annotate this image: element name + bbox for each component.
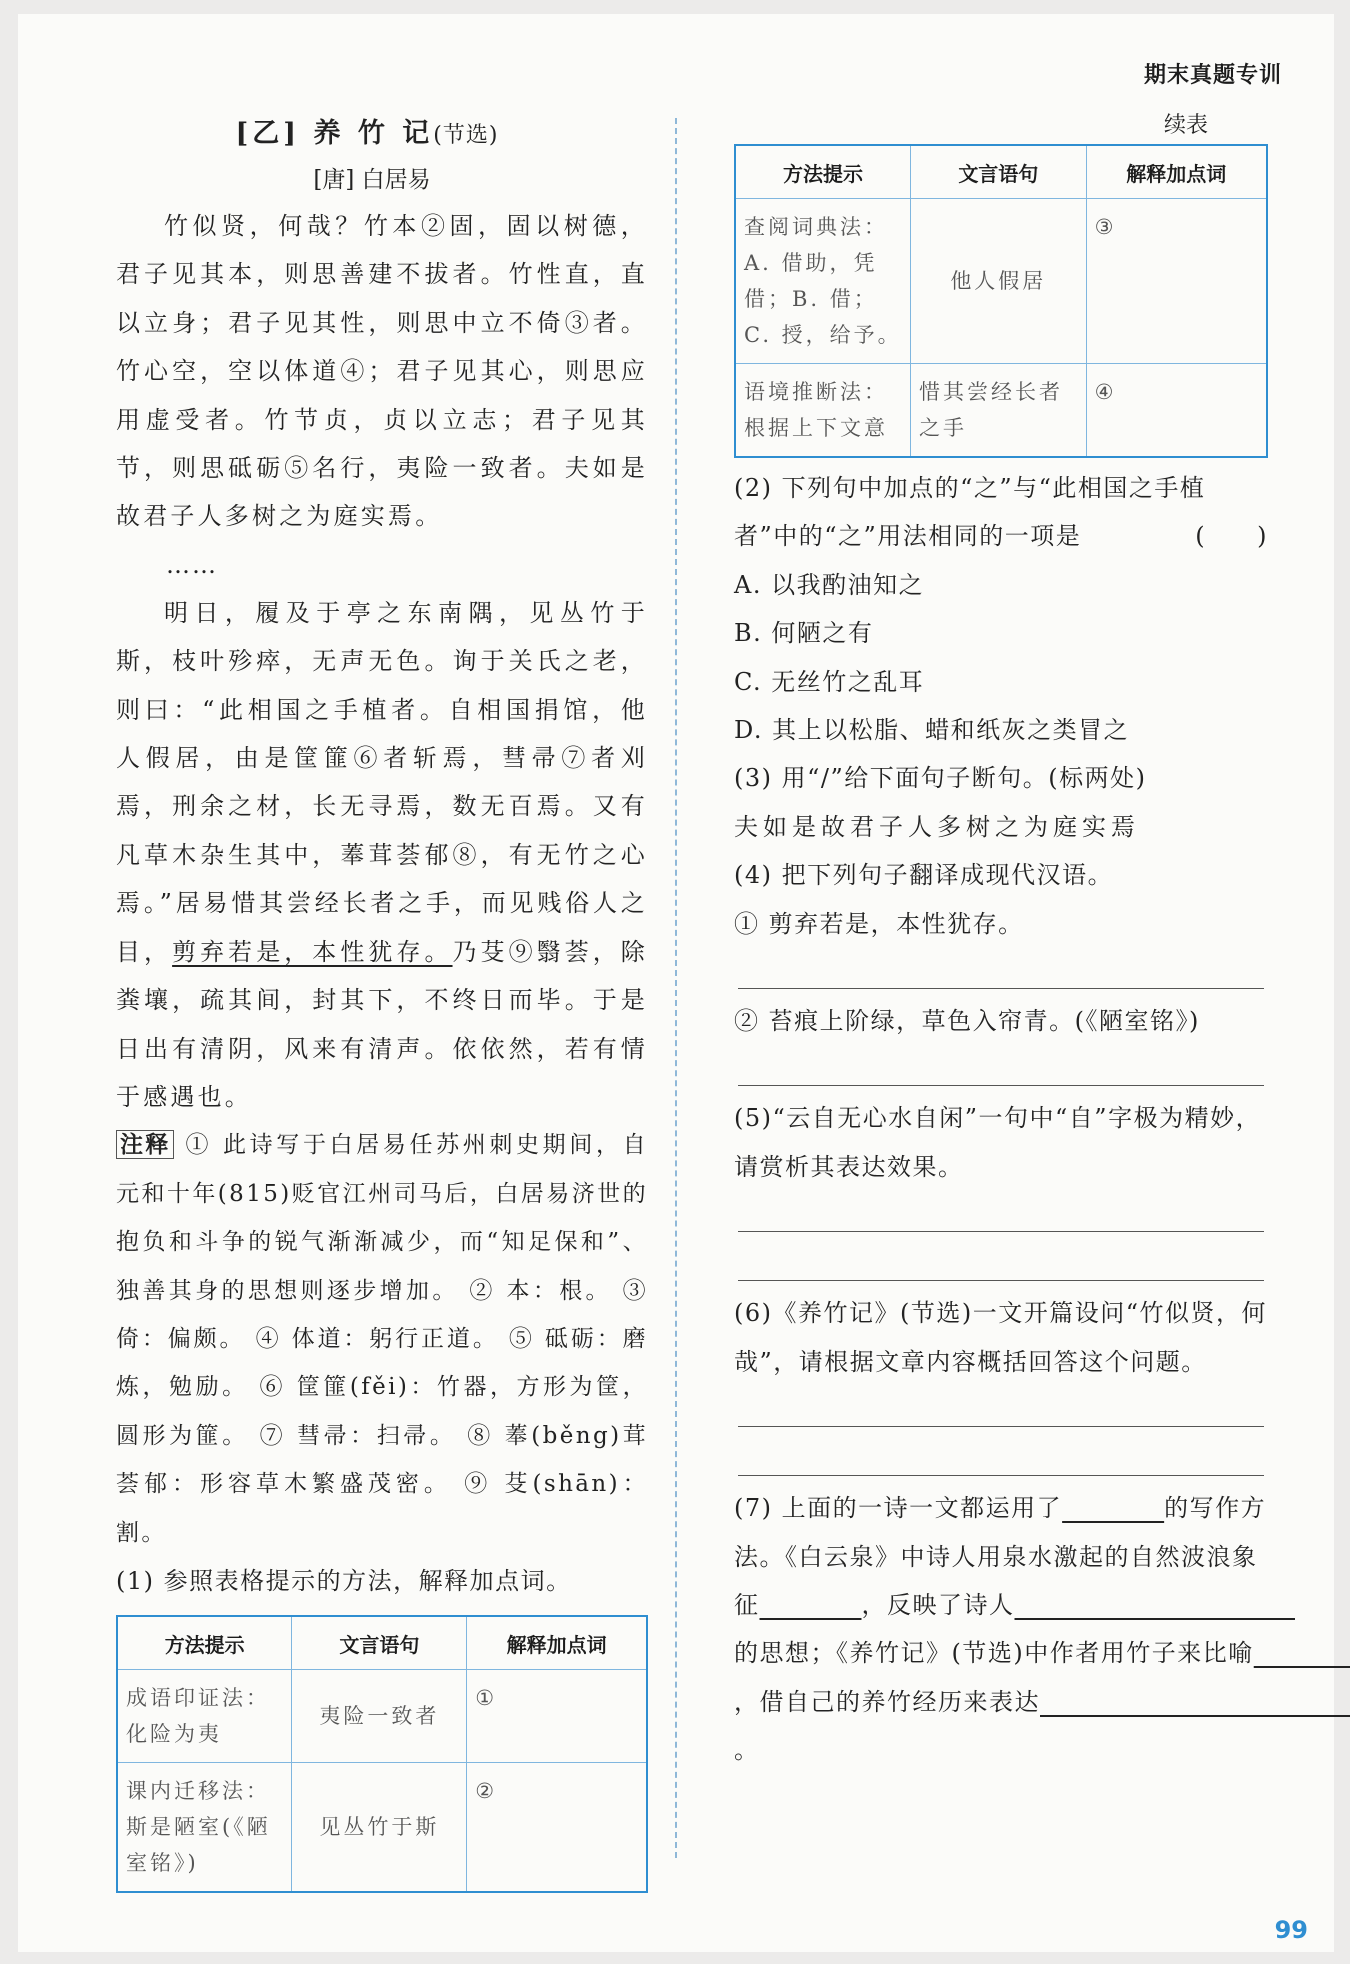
- passage-author: [唐] 白居易: [313, 167, 431, 193]
- table-row: [117, 1763, 647, 1893]
- question-4-prompt: (4) 把下列句子翻译成现代汉语。: [734, 861, 1114, 890]
- answer-line[interactable]: [738, 1386, 1264, 1427]
- passage-title-text: [乙] 养 竹 记: [235, 118, 434, 149]
- question-7-text-2: 的写作方法。《白云泉》中诗人用泉水激起的自然波浪象征: [734, 1494, 1267, 1619]
- answer-bracket[interactable]: ( ): [1195, 522, 1268, 551]
- continued-label: 续表: [1163, 113, 1208, 138]
- answer-line[interactable]: [738, 1435, 1264, 1476]
- method-table-header: [117, 1616, 647, 1670]
- blank-2[interactable]: [760, 1591, 862, 1619]
- passage-paragraph-1: 竹似贤，何哉？竹本②固，固以树德，君子见其本，则思善建不拔者。竹性直，直以立身；君子见其性，则思中立不倚③者。竹心空，空以体道④；君子见其心，则思应用虚受者。竹节贞，贞以立志；君子见其节，则思砥砺⑤名行，夷险一致者。夫如是故君子人多树之为庭实焉。: [116, 212, 648, 531]
- question-7-text-4: 的思想；《养竹记》(节选)中作者用竹子来比喻: [734, 1639, 1254, 1668]
- table-cell: 见丛竹于斯: [292, 1763, 467, 1893]
- table-cell: 惜其尝经长者之手: [911, 364, 1087, 458]
- question-7-text-1: (7) 上面的一诗一文都运用了: [734, 1494, 1063, 1523]
- method-table: [116, 1615, 648, 1893]
- answer-line[interactable]: [738, 1191, 1264, 1232]
- passage-ellipsis: ……: [166, 550, 218, 579]
- question-3-prompt: (3) 用“/”给下面句子断句。(标两处): [734, 764, 1147, 793]
- question-7: [734, 1484, 1268, 1774]
- passage-paragraph-2-end: 乃芟⑨翳荟，除粪壤，疏其间，封其下，不终日而毕。于是日出有清阴，风来有清声。依依然，若有情于感遇也。: [116, 937, 648, 1111]
- question-1-prompt: (1) 参照表格提示的方法，解释加点词。: [116, 1566, 572, 1595]
- notes-label: 注释: [116, 1130, 174, 1159]
- notes: [116, 1121, 648, 1557]
- continued-table: [734, 144, 1268, 458]
- left-column: [116, 112, 648, 1893]
- blank-3[interactable]: [1015, 1591, 1296, 1619]
- section-tag: 期末真题专训: [1143, 63, 1282, 88]
- table-row: [735, 364, 1267, 458]
- question-2-text: (2) 下列句中加点的“之”与“此相国之手植者”中的“之”用法相同的一项是: [734, 474, 1206, 551]
- header-explain: 解释加点词: [467, 1616, 647, 1670]
- answer-cell[interactable]: ②: [467, 1763, 647, 1893]
- answer-line[interactable]: [738, 1240, 1264, 1281]
- table-cell: 查阅词典法：A. 借助，凭借；B. 借；C. 授，给予。: [735, 199, 911, 364]
- passage-title-note: (节选): [433, 123, 499, 148]
- question-3-sentence[interactable]: 夫如是故君子人多树之为庭实焉: [734, 812, 1140, 841]
- table-cell: 语境推断法：根据上下文意: [735, 364, 911, 458]
- question-5-prompt: (5)“云自无心水自闲”一句中“自”字极为精妙，请赏析其表达效果。: [734, 1104, 1262, 1181]
- blank-4[interactable]: [1254, 1639, 1350, 1667]
- page-number: 99: [1274, 1916, 1308, 1944]
- answer-cell[interactable]: ①: [467, 1670, 647, 1763]
- blank-5[interactable]: [1040, 1688, 1350, 1716]
- continued-table-header: [735, 145, 1267, 199]
- header-sentence: 文言语句: [292, 1616, 467, 1670]
- answer-line[interactable]: [738, 1045, 1264, 1086]
- question-7-text-6: 。: [734, 1736, 760, 1765]
- passage-paragraph-2: [116, 589, 648, 1121]
- header-method: 方法提示: [735, 145, 911, 199]
- option-c[interactable]: C. 无丝竹之乱耳: [734, 667, 925, 696]
- table-cell: 他人假居: [911, 199, 1087, 364]
- table-cell: 成语印证法：化险为夷: [117, 1670, 292, 1763]
- table-row: [735, 199, 1267, 364]
- question-6-prompt: (6)《养竹记》(节选)一文开篇设问“竹似贤，何哉”，请根据文章内容概括回答这个问题。: [734, 1299, 1267, 1376]
- header-sentence: 文言语句: [911, 145, 1087, 199]
- question-7-text-5: ，借自己的养竹经历来表达: [734, 1687, 1040, 1716]
- table-row: [117, 1670, 647, 1763]
- option-d[interactable]: D. 其上以松脂、蜡和纸灰之类冒之: [734, 716, 1130, 745]
- table-cell: 课内迁移法：斯是陋室(《陋室铭》): [117, 1763, 292, 1893]
- question-4-item-1: ① 剪弃若是，本性犹存。: [734, 909, 1024, 938]
- header-explain: 解释加点词: [1086, 145, 1267, 199]
- underlined-sentence: 剪弃若是，本性犹存。: [172, 937, 453, 966]
- question-7-text-3: ，反映了诗人: [861, 1590, 1015, 1619]
- column-divider: [675, 118, 677, 1858]
- header-method: 方法提示: [117, 1616, 292, 1670]
- answer-cell[interactable]: ④: [1086, 364, 1267, 458]
- blank-1[interactable]: [1062, 1494, 1164, 1522]
- right-column: [734, 112, 1268, 1775]
- passage-paragraph-2-text: 明日，履及于亭之东南隅，见丛竹于斯，枝叶殄瘁，无声无色。询于关氏之老，则曰：“此相国之手植者。自相国捐馆，他人假居，由是筐篚⑥者斩焉，彗帚⑦者刈焉，刑余之材，长无寻焉，数无百焉。又有凡草木杂生其中，菶茸荟郁⑧，有无竹之心焉。”居易惜其尝经长者之手，而见贱俗人之目，: [116, 598, 648, 966]
- passage-title: [86, 112, 648, 158]
- table-cell: 夷险一致者: [292, 1670, 467, 1763]
- question-2-prompt: [734, 464, 1268, 561]
- answer-cell[interactable]: ③: [1086, 199, 1267, 364]
- answer-line[interactable]: [738, 948, 1264, 989]
- option-a[interactable]: A. 以我酌油知之: [734, 570, 925, 599]
- question-4-item-2: ② 苔痕上阶绿，草色入帘青。(《陋室铭》): [734, 1007, 1200, 1036]
- option-b[interactable]: B. 何陋之有: [734, 619, 874, 648]
- notes-text: ① 此诗写于白居易任苏州刺史期间，自元和十年(815)贬官江州司马后，白居易济世的抱负和斗争的锐气渐渐减少，而“知足保和”、独善其身的思想则逐步增加。 ② 本：根。 ③ 倚：偏颇。 ④ 体道：躬行正道。 ⑤ 砥砺：磨炼，勉励。 ⑥ 筐篚(fěi)：竹器，方形为筐，圆形为篚。 ⑦ 彗帚：扫帚。 ⑧ 菶(běng)茸荟郁：形容草木繁盛茂密。 ⑨ 芟(shān)：割。: [116, 1132, 648, 1546]
